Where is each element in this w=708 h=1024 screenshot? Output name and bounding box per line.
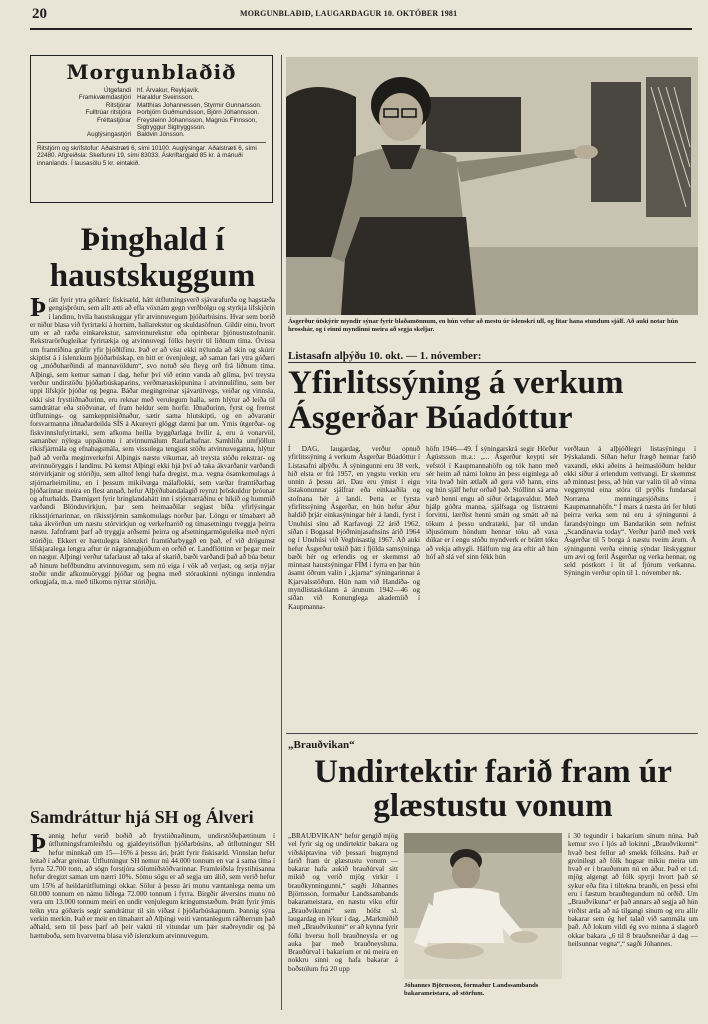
exhibition-title: Yfirlitssýning á verkum Ásgerðar Búadóttur (288, 365, 624, 436)
staff-list (37, 87, 266, 139)
staff-names: Haraldur Sveinsson. (137, 94, 194, 102)
editorial-text: rátt fyrir ytra góðæri: fiskisæld, hátt útflutningsverð sjávarafurða og hagstæða gengisþróun, sem allt ætti að efla vöxnám gegn verðbólgu og styrkja lífskjörin í landinu, hvíla haustskuggar yfir atvinnuvegum þjóðarbúsins. Hvar sem borið er niður blasa við fyrirtæki á hornim, hallarekstur og skuldasöfnun. Gildir einu, hvort um er að ræða einkarekstur, samvinnurekstur eða opinberar þjónustustofnanir. Rekstrarörðugleikar fyrirtækja og atvinnuvegi fólks heyrir til liðnum tíma. Óvissa um framtíðina grúfir yfir þjóðlífinu. Það er að vísu ekki nýlunda að skin og skúrir skiptist á í íslenzkum þjóðarbúskap, en hitt er óvenjulegt, að saman fari ytra góðæri og „móðuharðindi af mannavöldum“, svo notuð séu fleyg orð frá liðnum tíma. Alþingi, sem kemur saman í dag, hefur því við erinn vanda að glíma, því treysta verður undirstöðu þjóðarbúskaparins, verðmætasköpunina í atvinnulífinu, sem ber uppi lífskjör þjóðar og þegna. Báðar megingreinar sjávarútvegs, veiðar og vinnsla, ekki síst frystiiðnaðurinn, eru reknar með verulegum halla, sem hlýtur að leiða til samdráttar eða stöðvunar, ef fram heldur sem horfir. Iðnaðurinn, fyrst og fremst útflutnings- og samkeppnisiðnaður, sætir sama hlutskipti, og en aðvaranir forsvarmanna iðnaðardeilda SÍS á Akureyri glöggt dæmi þar um. Ýmis útgerðar- og fiskvinnslufyrirtæki, sem afkoma heilla byggðarlaga hvílir á, eru á vonarvöl, samanber nýlega uppákomu í atvinnumálum Raufarhafnar. Samhliða umfjöllun ríkisfjármála og efnahagsmála, sem vissulega tengjast stöðu atvinnuveganna, hlýtur það að verða meginverkefni Alþingis næstu vikurnar, að treysta stöðu rekstrar- og atvinnuöryggis í landinu. Þá kemst Alþingi ekki hjá því að taka ákvarðanir varðandi stórvirkjanir og stóriðju, sem alltof lengi hafa dregist, m.a. vegna ósamkomulags á stjórnarheimilinu, en í þessum mikilvæga málaflokki, sem varðar framtíðarhag þjóðarinnar meira en flest annað, hefur Alþýðubandalagið reynzt þröskuldur þróunar og afturhalds. Dæmigert fyrir hringlandahátt inn í stjórnarráðinu er hikið og hummið varðandi Blönduvirkjun, þar sem heimaaðilar segjast bíða yfirlýsingar ríkisstjórnarinnar, en ríkisstjórnin samkomulags norður þar. Löngu er tímabært að taka ákvörðun um næstu stórvirkjun og verkefnaröð og tímasetningu tveggja þeirra næstu. Jafnframt þarf að tryggja arðsemi þeirra og afsetningarmöguleika með nýrri stóriðju. Ekkert er hættulegra íslenzkri framtíðarbyggð en það, ef við drögumst lífskjaralega lengra aftur úr nágrannaþjóðum en orðið er. Landflóttinn er þegar meir en nægur. Alþingi verður tafarlaust að taka af skarið, bæði varðandi það að búa betur að hinum hefðbundnu atvinnuvegum, sem nú eiga í vök að verjast, og setja nýjar stoðir undir afkomuöryggi þjóðar og þegna með stóraukinni nýtingu innlendra orkugjafa, m.a. með tilkomu nýrrar stóriðju. (30, 296, 275, 587)
bakery-photo-illustration (404, 833, 562, 979)
staff-names: Freysteinn Jóhannsson, Magnús Finnsson, Sigtryggur Sigtryggsson. (137, 116, 258, 132)
staff-role: Útgefandi (104, 87, 131, 94)
exhibition-column-1: Í DAG, laugardag, verður opnuð yfirlitssýning á verkum Ásgerðar Búadóttur í Listasafni alþýðu. Á sýningunni eru 38 verk, hið elsta er frá 1957, en yngstu verkin eru unnin á þessu ári. Dau eru ýmist í eigu listakonunnar sjálfrar eða einkaaðila og stofnana hér á landi. Þetta er fyrsta yfirlitssýning Ásgerðar, en hún hefur áður haldið þrjár einkasýningar hér á landi, fyrst í Unuhúsi sínu að Karfavogi 22 árið 1962, síðan í Bogasal Þjóðminjasafnsins árið 1964 og í Unuhúsi við Veghúsastíg 1967. Að auki hefur Ásgerður tekið þátt í fjölda samsýninga bæði hér og erlendis og er skemmst að minnast haustsýningar FÍM í fyrra en þar hún ásamt öðrum valin í „kjarna“ sýningarinnar á Kjarvalsstöðum. Hún nam við Handíða- og myndlistaskólann á árunum 1942—46 og síðan við Konunglega akademíið í Kaupmanna- (288, 445, 420, 611)
sidebar-story-title: Samdráttur hjá SH og Álveri (30, 807, 254, 827)
bakery-column-3: í 30 tegundir í bakaríum sínum núna. Það kemur svo í ljós að lokinni „Brauðvikunni“ hvað best fellur að smekk fólksins. Það er greinilegt að fólk hugsar mikiu meira um hvað er í brauðunum nú en áður. Það er t.d. mjög algengt að fólk spyrji hvort það sé sykur eða fita í tiltekna brauði, en þessi efni eru í fæstum brauðtegundum nú orðið. Um „Brauðvikuna“ er það annars að segja að hún virðist ætla að ná tilgangi sínum og eru allir bakarar sem ég hef talað við sammála um það. Að lokum vildi ég svo minna á slagorð okkar bakara „6 til 8 brauðsneiðar á dag — heilsunnar vegna“,“ sagði Jóhannes. (568, 832, 698, 948)
column-divider (281, 55, 282, 1010)
bakery-kicker: „Brauðvikan“ (288, 739, 355, 751)
exhibition-photo-caption: Ásgerður útskýrir myndir sýnar fyrir blaðamönnum, en hún vefur að mestu úr íslenskri ull, og litar hana stundum sjálf. Að auki notar hún hrosshár, og í einni myndinni meira að segja skeljar. (288, 318, 679, 333)
sidebar-story-body (30, 828, 275, 940)
editorial-title: Þinghald í haustskuggum (49, 222, 256, 294)
staff-role: Fulltrúar ritstjóra (85, 109, 131, 117)
running-head: MORGUNBLAÐIÐ, LAUGARDAGUR 10. OKTÓBER 1981 (240, 9, 458, 18)
exhibition-photo-illustration (286, 57, 698, 315)
sidebar-story-text: annig hefur verið boðið að frystiiðnaðinum, undirstöðuþættinum í útflutningsframleiðslu og gjaldeyrisöflun þjóðarbúsins, að útflutningur SH hefur minnkað um 15—16% á þessu ári, þrátt fyrir fiskisæld. Vinnslan hefur leitað í aðrar greinar. Útflutningur SH nemur nú 44.000 tonnum en var á sama tíma í fyrra 52.700 tonn, að sögn forstjóra sölumiðstöðvarinnar. Framleiðsla frystihúsanna hefur dregizt saman um nærri 10%. Sömu sögu er að segja um álið, sem verið hefur um 15% af heildarútflutningi okkar. Sölur á þessu ári munu væntanlega nema um 60.000 tonnum en námu liðlega 72.000 tonnum í fyrra. Birgðir álversins munu nú vera um 13.000 tonnum meiri en undir venjulegum kringumstæðum. Þrátt fyrir ýmis teikn ytra góðæris segir samdráttur til sín víðast í þjóðarbúskapnum. Þannig sýna verkin merkin. Það er meir en tímabært að Alþingi veiti væntanlegum ráðherrum það aðhald, sem til þess þarf að þeir vakni til vitundar um þær staðreyndir og þá hættuboða, sem hvarvetna blasa við íslenzkum atvinnuvegum. (30, 832, 275, 940)
staff-role: Fréttastjórar (97, 116, 131, 124)
bakery-title: Undirtektir farið fram úr glæstustu vonum (314, 754, 672, 824)
staff-names: Baldvin Jónsson. (137, 131, 185, 139)
staff-row (37, 109, 266, 116)
kicker-rule (288, 362, 696, 363)
staff-names: hf. Árvakur, Reykjavík. (137, 87, 200, 94)
staff-row (37, 87, 266, 94)
staff-role: Framkvæmdastjóri (78, 94, 131, 102)
bakery-photo-caption: Jóhannes Björnsson, formaður Landssambands bakarameistara, að störfum. (404, 982, 539, 997)
editorial-body (30, 292, 275, 587)
header-rule (30, 28, 692, 30)
masthead-address: Ritstjórn og skrifstofur: Aðalstræti 6, sími 10100. Auglýsingar: Aðalstræti 6, sími 22480. Afgreiðsla: Skeifunni 19, sími 83033. Áskriftargjald 85 kr. á mánuði innanlands. Í lausasölu 5 kr. eintakið. (37, 142, 266, 167)
staff-names: Matthías Johannessen, Styrmir Gunnarsson. (137, 101, 262, 109)
exhibition-kicker: Listasafn alþýðu 10. okt. — 1. nóvember: (288, 350, 482, 362)
staff-role: Auglýsingastjóri (86, 131, 131, 139)
section-rule (286, 733, 698, 734)
newspaper-logo: Morgunblaðið (66, 60, 237, 84)
bakery-column-1: „BRAUÐVIKAN“ hefur gengið mjög vel fyrir sig og undirtektir bakara og viðskiptavina við þessari hugmynd farið fram úr glæstustu vonum — bakarar hafa aukið brauðúrval sitt mikið og verið mjög virkir í brauðkynningunni,“ sagði Jóhannes Björnsson, formaður Landssambands bakarameistara, en næstu viku eftir „Brauðvikunni“ sem hófst sl. laugardag en lýkur í dag. „Markmiðið með „Brauðvikunni“ er að kynna fyrir fólki hversu holl brauðneysla er og auka þar með brauðneysluna. Brauðúrval í bakaríum er nú meira en nokkru sinni og hafa bakarar á boðstólum frá 20 upp (288, 832, 398, 973)
masthead-box (30, 55, 273, 203)
staff-names: Þorbjörn Guðmundsson, Björn Jóhannsson. (137, 109, 260, 117)
exhibition-column-3: verðlaun á alþjóðlegri listasýningu í Þýskalandi. Síðan hefur frægð hennar farið vaxandi, ekki aðeins á heimaslóðum heldur ekki síður á erlendum vettvangi. Er skemmst að minnast þess, að hún var valin til að vinna veggmynd eina stóra til prýðis fundarsal Norræna menningarsjóðsins í Kaupmannahöfn.“ Í mars á næsta ári fer hluti þeirra verka sem nú eru á sýningunni á farandsýningu um Bandaríkin sem nefnist „Scandinavia today“. Verður þarið með verk Ásgerðar til 5 borga á næstu tveim árum. Á sýningunni verða einnig sýndar lítskyggnur um ævi og feril Ásgerðar og verka hennar, og seld póstkort í lit af fjórum verkanna. Sýningin verður opin til 1. nóvember nk. (564, 445, 696, 578)
exhibition-photo (286, 57, 698, 315)
page-number: 20 (32, 6, 47, 22)
exhibition-column-2: höfn 1946—49. Í sýningarskrá segir Hörður Ágústsson m.a.: „... Ásgerður keypti sér vefstól í Kaupmannahöfn og tók hann með sér heim að námi loknu án þess eiginlega að vita hvað hún ætlaði að gera við hann, eins og hún sjálf hefur orðað það. Stóllinn sá arna varð henni engu að síður örlagavaldur. Með hjálp góðra manna, sjálfsaga og listrænni forvitni, lærðist henni smátt og smátt að ná tökum á þessu undratæki, þar til undan iðjusömum höndum hennar tóku að vaxa dúkar er í engu stóðu myndverk er bráttt tóku að vekja athygli. Hálfum tug ára eftir að hún hóf að slá vef sinn fékk hún (426, 445, 558, 561)
sidebar-story-dropcap: Þ (30, 828, 47, 858)
staff-role: Ritstjórar (105, 101, 131, 109)
staff-row (37, 117, 266, 132)
staff-row (37, 131, 266, 138)
staff-row (37, 94, 266, 101)
bakery-photo (404, 833, 562, 979)
editorial-dropcap: Þ (30, 292, 47, 322)
